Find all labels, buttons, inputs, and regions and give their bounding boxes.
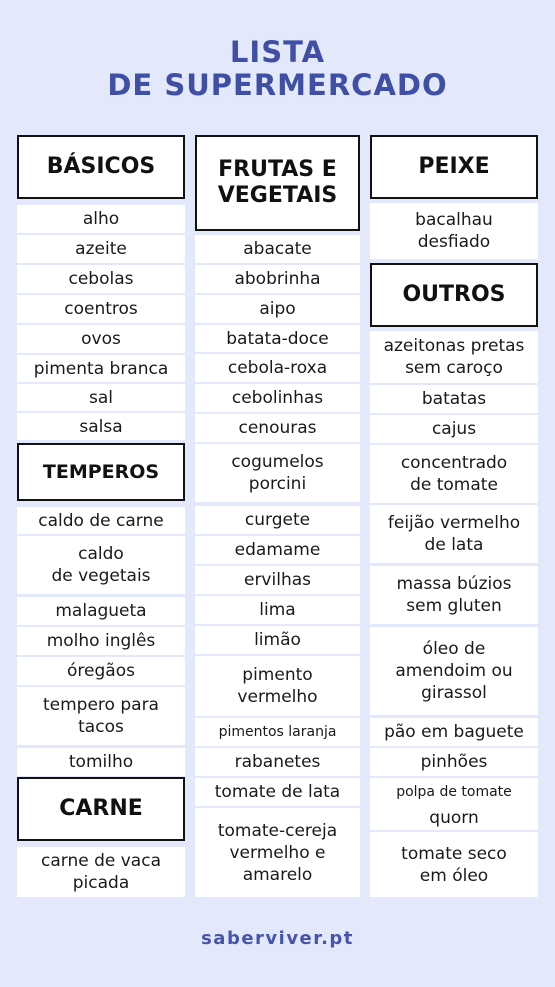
list-item: curgete	[195, 506, 360, 534]
list-item: cenouras	[195, 414, 360, 442]
list-item: cebolas	[17, 265, 185, 293]
footer-site: saberviver.pt	[201, 928, 354, 949]
list-item: cajus	[370, 415, 538, 443]
list-item: limão	[195, 626, 360, 654]
list-item: carne de vaca picada	[17, 847, 185, 897]
list-item: azeitonas pretas sem caroço	[370, 331, 538, 383]
list-item: coentros	[17, 295, 185, 323]
list-item: abacate	[195, 235, 360, 263]
list-item: ovos	[17, 325, 185, 353]
list-item: pimentos laranja	[195, 718, 360, 746]
list-item: batatas	[370, 385, 538, 413]
list-item: tempero para tacos	[17, 687, 185, 745]
title-line-1: LISTA	[229, 35, 326, 69]
list-item: azeite	[17, 235, 185, 263]
section-header: BÁSICOS	[17, 135, 185, 199]
list-item: tomilho	[17, 748, 185, 776]
section-header: PEIXE	[370, 135, 538, 199]
list-item: alho	[17, 205, 185, 233]
section-header: FRUTAS E VEGETAIS	[195, 135, 360, 231]
list-item: pinhões	[370, 748, 538, 776]
list-item: edamame	[195, 536, 360, 564]
list-item: rabanetes	[195, 748, 360, 776]
list-item: aipo	[195, 295, 360, 323]
list-item: abobrinha	[195, 265, 360, 293]
list-item: molho inglês	[17, 627, 185, 655]
title-line-2: DE SUPERMERCADO	[107, 68, 448, 102]
list-item: óleo de amendoim ou girassol	[370, 627, 538, 715]
list-item: massa búzios sem gluten	[370, 566, 538, 624]
page-title	[0, 36, 555, 102]
section-header: CARNE	[17, 777, 185, 841]
list-item: cebolinhas	[195, 384, 360, 412]
list-item: caldo de carne	[17, 507, 185, 534]
list-item: tomate seco em óleo	[370, 832, 538, 897]
list-item: pimento vermelho	[195, 656, 360, 716]
list-item: caldo de vegetais	[17, 536, 185, 594]
list-item: pão em baguete	[370, 718, 538, 746]
list-item: tomate de lata	[195, 778, 360, 806]
list-item: quorn	[370, 805, 538, 830]
list-item: lima	[195, 596, 360, 624]
list-item: pimenta branca	[17, 355, 185, 382]
list-item: polpa de tomate	[370, 778, 538, 806]
list-item: malagueta	[17, 597, 185, 625]
list-item: cogumelos porcini	[195, 444, 360, 502]
section-header: TEMPEROS	[17, 443, 185, 501]
list-item: feijão vermelho de lata	[370, 505, 538, 563]
list-item: sal	[17, 384, 185, 411]
list-item: concentrado de tomate	[370, 445, 538, 503]
list-item: bacalhau desfiado	[370, 203, 538, 259]
list-item: batata-doce	[195, 325, 360, 352]
list-item: ervilhas	[195, 566, 360, 594]
section-header: OUTROS	[370, 263, 538, 327]
list-item: tomate-cereja vermelho e amarelo	[195, 808, 360, 897]
list-item: salsa	[17, 413, 185, 440]
list-item: óregãos	[17, 657, 185, 685]
list-item: cebola-roxa	[195, 354, 360, 382]
